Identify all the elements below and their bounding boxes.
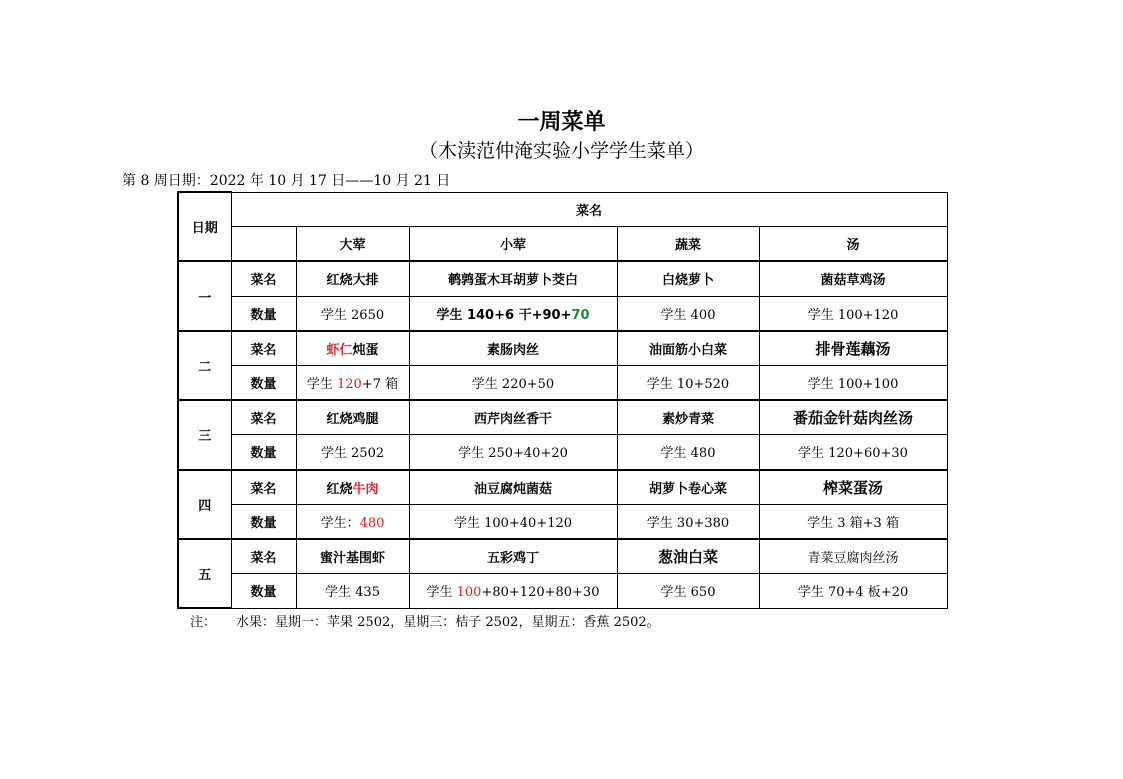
row-label-qty: 数量 bbox=[231, 365, 296, 400]
header-big-meat: 大荤 bbox=[296, 227, 409, 262]
header-blank bbox=[231, 227, 296, 262]
wed-small-meat-qty: 学生 250+40+20 bbox=[409, 435, 617, 470]
row-label-qty: 数量 bbox=[231, 435, 296, 470]
row-label-name: 菜名 bbox=[231, 470, 296, 505]
table-row bbox=[178, 435, 947, 470]
qty-highlight: 100 bbox=[456, 585, 482, 601]
page-subtitle: （木渎范仲淹实验小学学生菜单） bbox=[418, 140, 704, 162]
wed-big-meat-qty: 学生 2502 bbox=[296, 435, 409, 470]
day-label-fri: 五 bbox=[178, 539, 231, 608]
day-label-thu: 四 bbox=[178, 470, 231, 539]
header-soup: 汤 bbox=[759, 227, 947, 262]
wed-soup: 番茄金针菇肉丝汤 bbox=[759, 400, 947, 435]
qty-highlight: 70 bbox=[571, 307, 590, 323]
qty-part: 学生： bbox=[320, 515, 360, 531]
dish-highlight: 牛肉 bbox=[352, 481, 379, 497]
fri-big-meat-qty: 学生 435 bbox=[296, 574, 409, 609]
fri-veg: 葱油白菜 bbox=[617, 539, 759, 574]
footnote bbox=[190, 611, 660, 630]
thu-veg-qty: 学生 30+380 bbox=[617, 504, 759, 539]
qty-part: +80+120+80+30 bbox=[481, 585, 600, 601]
qty-part: 学生 bbox=[306, 377, 337, 393]
page-title: 一周菜单 bbox=[517, 110, 606, 135]
row-label-name: 菜名 bbox=[231, 331, 296, 366]
mon-big-meat: 红烧大排 bbox=[296, 261, 409, 296]
fri-soup-qty: 学生 70+4 板+20 bbox=[759, 574, 947, 609]
row-label-name: 菜名 bbox=[231, 400, 296, 435]
header-small-meat: 小荤 bbox=[409, 227, 617, 262]
thu-small-meat: 油豆腐炖菌菇 bbox=[409, 470, 617, 505]
row-label-name: 菜名 bbox=[231, 261, 296, 296]
table-row bbox=[178, 574, 947, 609]
week-date-line: 第 8 周日期：2022 年 10 月 17 日——10 月 21 日 bbox=[122, 173, 451, 189]
fri-soup: 青菜豆腐肉丝汤 bbox=[759, 539, 947, 574]
thu-small-meat-qty: 学生 100+40+120 bbox=[409, 504, 617, 539]
footnote-text: 水果：星期一：苹果 2502，星期三：桔子 2502，星期五：香蕉 2502。 bbox=[236, 615, 660, 630]
fri-veg-qty: 学生 650 bbox=[617, 574, 759, 609]
mon-veg: 白烧萝卜 bbox=[617, 261, 759, 296]
thu-veg: 胡萝卜卷心菜 bbox=[617, 470, 759, 505]
thu-big-meat bbox=[296, 470, 409, 505]
table-row bbox=[178, 296, 947, 331]
wed-soup-qty: 学生 120+60+30 bbox=[759, 435, 947, 470]
fri-small-meat: 五彩鸡丁 bbox=[409, 539, 617, 574]
qty-highlight: 480 bbox=[359, 515, 385, 531]
table-row bbox=[178, 470, 947, 505]
header-row-1 bbox=[178, 192, 947, 227]
fri-small-meat-qty bbox=[409, 574, 617, 609]
tue-soup: 排骨莲藕汤 bbox=[759, 331, 947, 366]
day-label-mon: 一 bbox=[178, 261, 231, 330]
row-label-qty: 数量 bbox=[231, 574, 296, 609]
day-label-tue: 二 bbox=[178, 331, 231, 400]
wed-veg: 素炒青菜 bbox=[617, 400, 759, 435]
wed-small-meat: 西芹肉丝香干 bbox=[409, 400, 617, 435]
thu-soup-qty: 学生 3 箱+3 箱 bbox=[759, 504, 947, 539]
tue-veg: 油面筋小白菜 bbox=[617, 331, 759, 366]
mon-veg-qty: 学生 400 bbox=[617, 296, 759, 331]
table-row bbox=[178, 400, 947, 435]
tue-big-meat-qty bbox=[296, 365, 409, 400]
header-row-2 bbox=[178, 227, 947, 262]
table-row bbox=[178, 331, 947, 366]
tue-soup-qty: 学生 100+100 bbox=[759, 365, 947, 400]
thu-big-meat-qty bbox=[296, 504, 409, 539]
qty-part: 学生 140+6 干+90+ bbox=[436, 307, 572, 323]
row-label-name: 菜名 bbox=[231, 539, 296, 574]
header-dish-name: 菜名 bbox=[231, 192, 947, 227]
row-label-qty: 数量 bbox=[231, 504, 296, 539]
table-row bbox=[178, 365, 947, 400]
wed-veg-qty: 学生 480 bbox=[617, 435, 759, 470]
tue-big-meat bbox=[296, 331, 409, 366]
tue-small-meat: 素肠肉丝 bbox=[409, 331, 617, 366]
mon-big-meat-qty: 学生 2650 bbox=[296, 296, 409, 331]
qty-part: 学生 bbox=[426, 585, 457, 601]
dish-part: 红烧 bbox=[326, 481, 353, 497]
wed-big-meat: 红烧鸡腿 bbox=[296, 400, 409, 435]
mon-soup-qty: 学生 100+120 bbox=[759, 296, 947, 331]
mon-soup: 菌菇草鸡汤 bbox=[759, 261, 947, 296]
mon-small-meat: 鹌鹑蛋木耳胡萝卜茭白 bbox=[409, 261, 617, 296]
dish-part: 炖蛋 bbox=[352, 342, 379, 358]
table-row bbox=[178, 504, 947, 539]
row-label-qty: 数量 bbox=[231, 296, 296, 331]
tue-small-meat-qty: 学生 220+50 bbox=[409, 365, 617, 400]
weekly-menu-table bbox=[177, 191, 948, 609]
table-row bbox=[178, 261, 947, 296]
dish-highlight: 虾仁 bbox=[326, 342, 353, 358]
header-veg: 蔬菜 bbox=[617, 227, 759, 262]
qty-part: +7 箱 bbox=[361, 377, 399, 393]
fri-big-meat: 蜜汁基围虾 bbox=[296, 539, 409, 574]
qty-highlight: 120 bbox=[337, 377, 362, 393]
day-label-wed: 三 bbox=[178, 400, 231, 469]
tue-veg-qty: 学生 10+520 bbox=[617, 365, 759, 400]
thu-soup: 榨菜蛋汤 bbox=[759, 470, 947, 505]
table-row bbox=[178, 539, 947, 574]
footnote-label: 注： bbox=[190, 615, 217, 630]
mon-small-meat-qty bbox=[409, 296, 617, 331]
header-date: 日期 bbox=[178, 192, 231, 261]
